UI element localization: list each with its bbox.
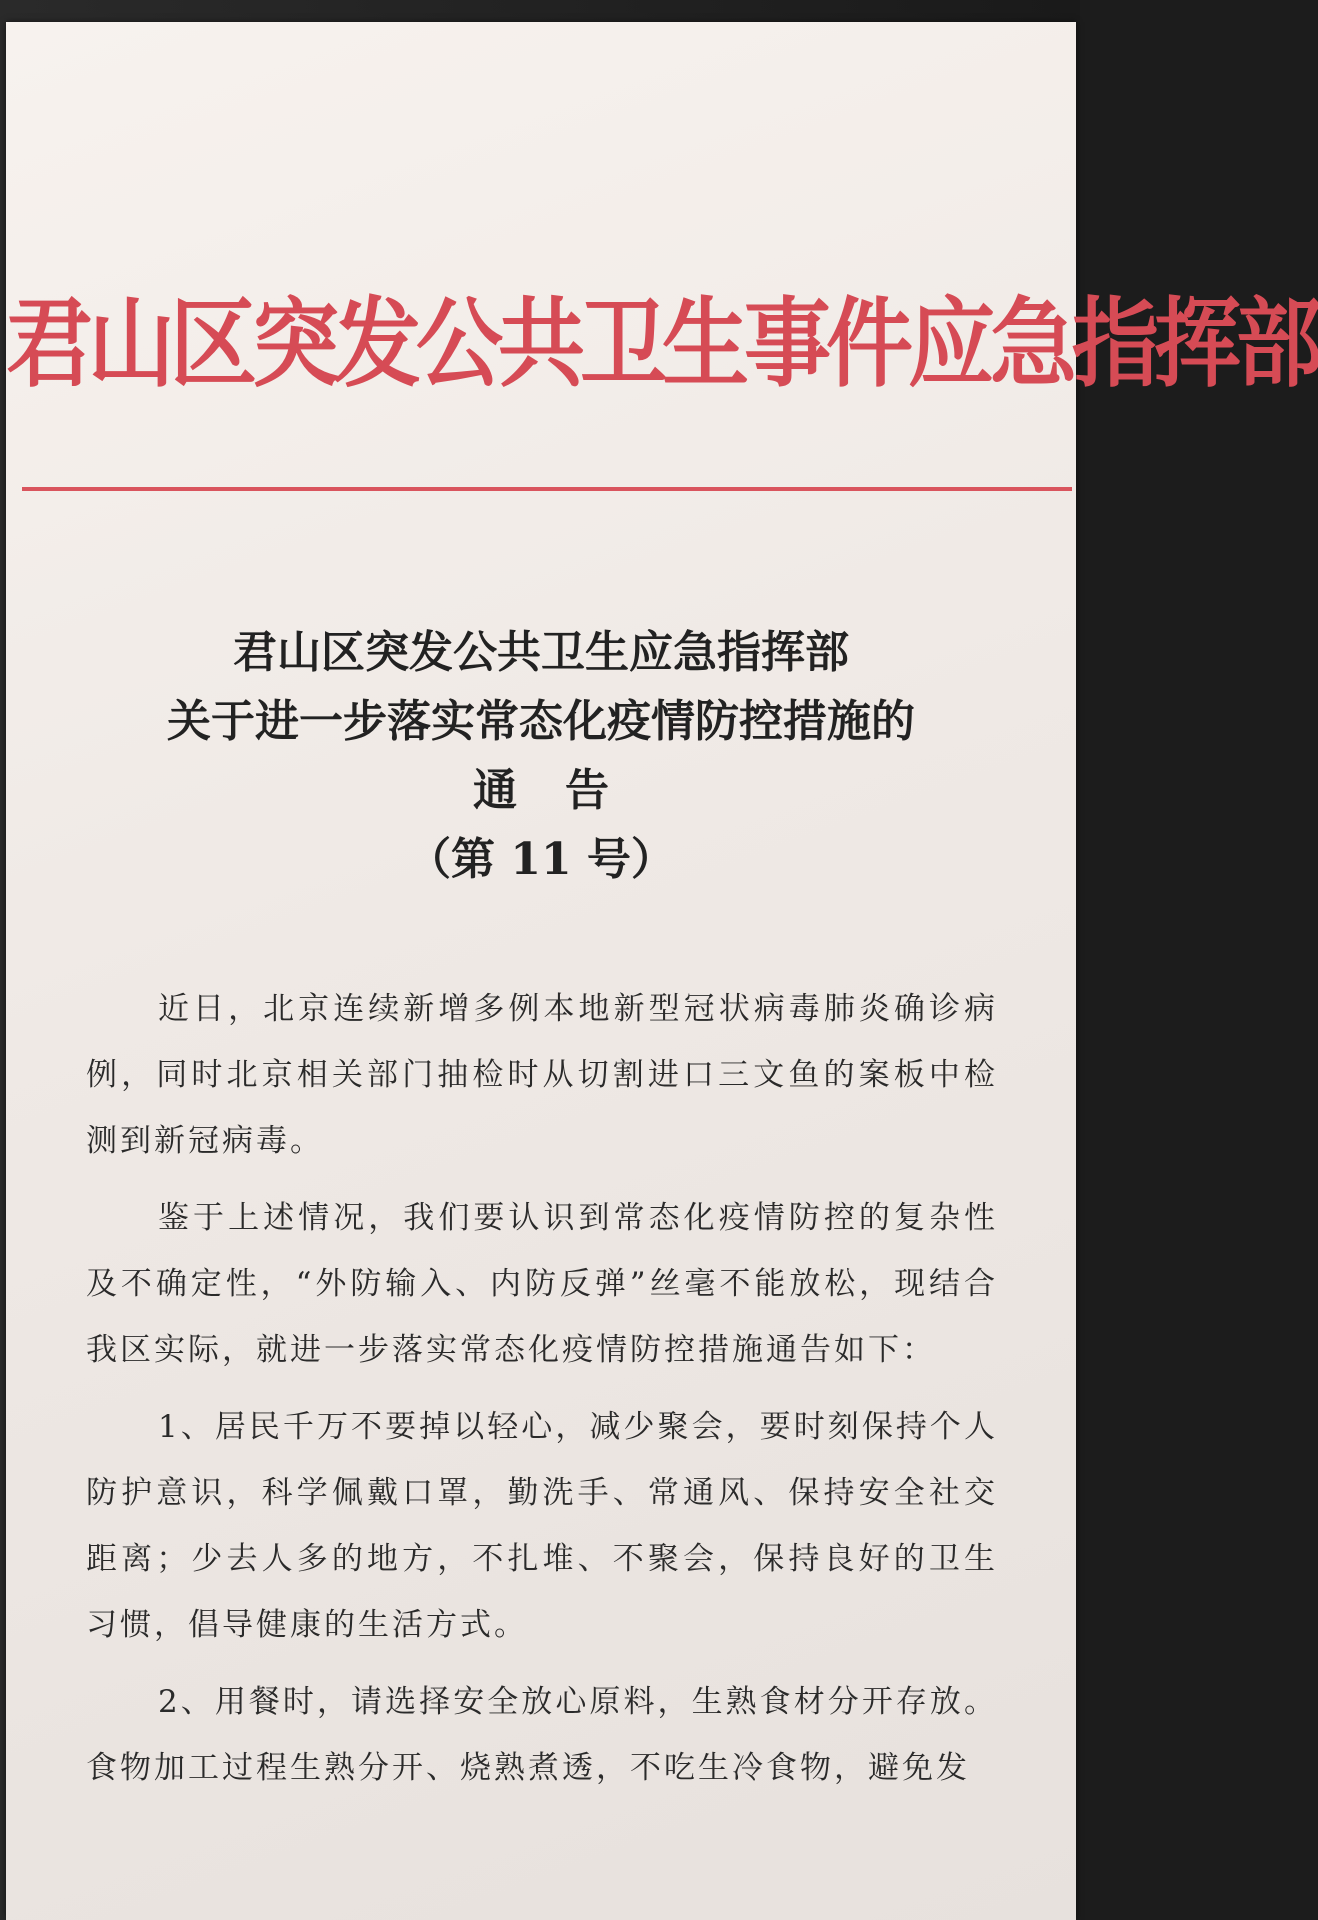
document-page [6, 22, 1318, 1920]
title-line-notice: 通告 [473, 765, 657, 816]
body-paragraph: 1、居民千万不要掉以轻心，减少聚会，要时刻保持个人防护意识，科学佩戴口罩，勤洗手、常通风、保持安全社交距离；少去人多的地方，不扎堆、不聚会，保持良好的卫生习惯，倡导健康的生活方式。 [86, 1409, 998, 1643]
body-paragraph: 2、用餐时，请选择安全放心原料，生熟食材分开存放。食物加工过程生熟分开、烧熟煮透，不吃生冷食物，避免发 [86, 1684, 998, 1786]
body-paragraph: 鉴于上述情况，我们要认识到常态化疫情防控的复杂性及不确定性，“外防输入、内防反弹”丝毫不能放松，现结合我区实际，就进一步落实常态化疫情防控措施通告如下： [86, 1200, 998, 1368]
document-body [86, 976, 998, 1812]
title-line-issuer: 君山区突发公共卫生应急指挥部 [233, 627, 849, 678]
title-line-subject: 关于进一步落实常态化疫情防控措施的 [167, 696, 915, 747]
red-divider-rule [22, 487, 1072, 491]
document-masthead: 君山区突发公共卫生事件应急指挥部 [6, 285, 1318, 402]
document-title [6, 618, 1076, 894]
document-number: （第 11 号） [407, 834, 675, 885]
body-paragraph: 近日，北京连续新增多例本地新型冠状病毒肺炎确诊病例，同时北京相关部门抽检时从切割进口三文鱼的案板中检测到新冠病毒。 [86, 991, 998, 1159]
